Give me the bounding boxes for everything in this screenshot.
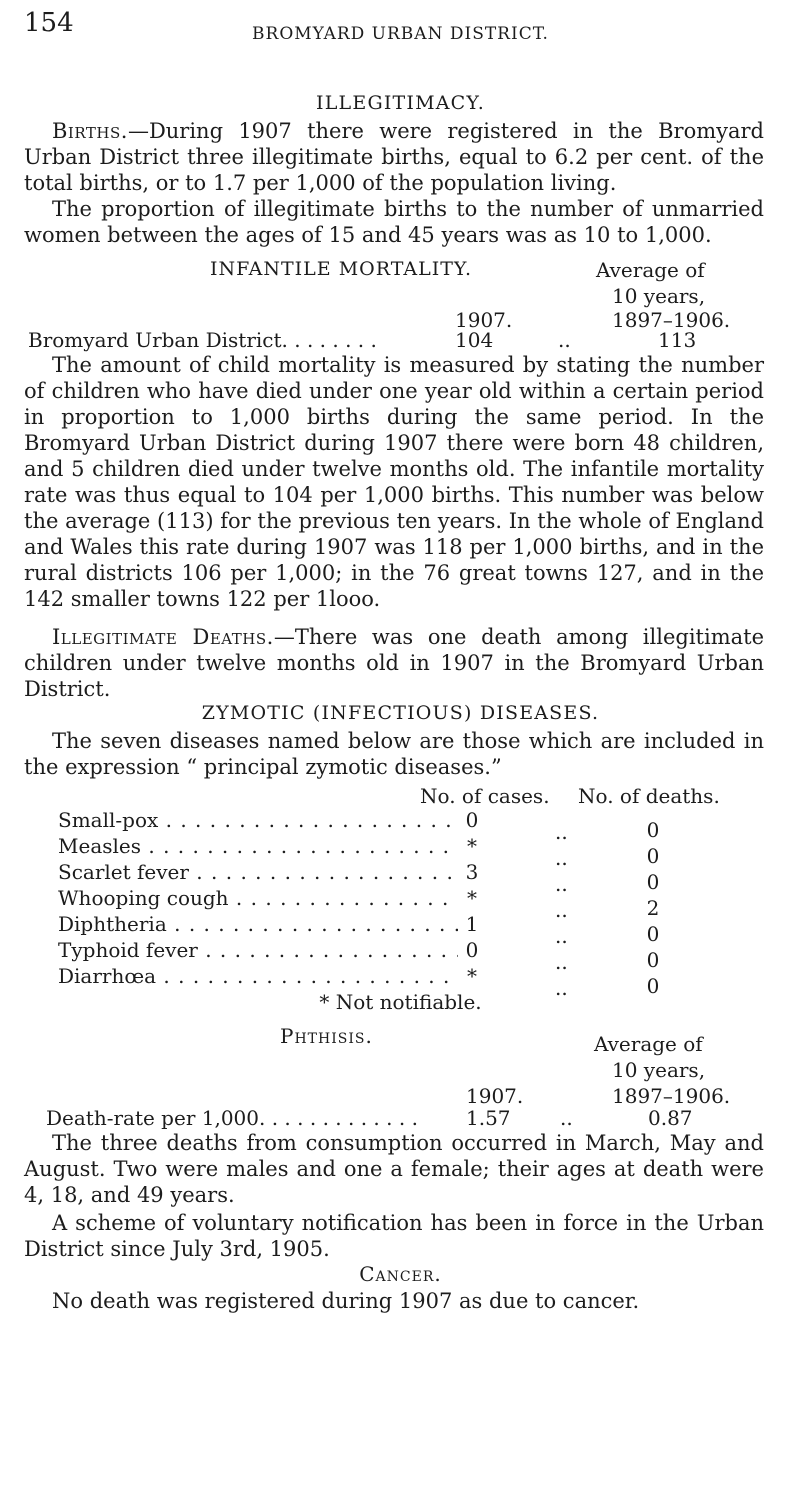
births-text: —During 1907 there were registered in the Bromyard Urban District three illegitimate births, equal to 6.2 per cent. of the total births, or to 1.7 per 1,000 of the population living.	[24, 119, 764, 195]
zymotic-disease-label: Whooping cough . . .	[58, 886, 458, 910]
zymotic-deaths-cell: 0	[646, 844, 660, 868]
cancer-heading: Cancer.	[359, 1262, 442, 1286]
zymotic-cases-cell: 0	[465, 938, 479, 962]
infantile-row-label: Bromyard Urban District. . . . . . . .	[28, 328, 377, 352]
zymotic-deaths-cell: 0	[646, 922, 660, 946]
zymotic-cases-cell: 1	[465, 912, 479, 936]
illegitimate-deaths-paragraph	[24, 624, 764, 702]
zymotic-deaths-cell: 0	[646, 818, 660, 842]
proportion-paragraph: The proportion of illegitimate births to the number of unmarried women between the ages of 15 and 45 years was as 10 to 1,000.	[24, 197, 764, 247]
phthisis-paragraph-1: The three deaths from consumption occurred in March, May and August. Two were males and one a female; their ages at death were 4, 18, and 49 years.	[24, 1131, 764, 1207]
zymotic-disease-label: Diphtheria . . .	[58, 912, 458, 936]
zymotic-separator: ..	[555, 820, 568, 844]
zymotic-deaths-cell: 0	[646, 948, 660, 972]
zymotic-disease-label: Small-pox . . .	[58, 808, 458, 832]
infantile-heading: INFANTILE MORTALITY.	[210, 258, 472, 280]
illegitimacy-heading: ILLEGITIMACY.	[316, 92, 485, 114]
infantile-avg-head-1: Average of	[596, 258, 705, 282]
zymotic-col-deaths: No. of deaths.	[578, 784, 720, 808]
infantile-row-sep: ..	[558, 328, 571, 352]
phthisis-avg-head-2: 10 years,	[612, 1058, 706, 1082]
phthisis-row-1907: 1.57	[466, 1106, 511, 1130]
zymotic-cases-cell: *	[467, 834, 477, 858]
zymotic-separator: ..	[555, 872, 568, 896]
zymotic-col-cases: No. of cases.	[420, 784, 550, 808]
zymotic-cases-cell: 0	[465, 808, 479, 832]
zymotic-cases-cell: *	[467, 964, 477, 988]
zymotic-footnote: * Not notifiable.	[319, 990, 482, 1014]
phthisis-col-year: 1907.	[466, 1084, 524, 1108]
zymotic-cases-cell: 3	[465, 860, 479, 884]
zymotic-heading: ZYMOTIC (INFECTIOUS) DISEASES.	[201, 702, 600, 724]
zymotic-separator: ..	[555, 924, 568, 948]
infantile-paragraph: The amount of child mortality is measured by stating the number of children who have died under one year old within a certain period in proportion to 1,000 births during the same period. In the Bromyard Urban District during 1907 there were born 48 children, and 5 children died under twelve months old. The infantile mortality rate was thus equal to 104 per 1,000 births. This number was below the average (113) for the previous ten years. In the whole of England and Wales this rate during 1907 was 118 per 1,000 births, and in the rural districts 106 per 1,000; in the 76 great towns 127, and in the 142 smaller towns 122 per 1looo.	[24, 353, 764, 611]
zymotic-deaths-cell: 2	[646, 896, 660, 920]
infantile-row-1907: 104	[455, 328, 494, 352]
infantile-col-range: 1897–1906.	[612, 308, 731, 332]
births-paragraph	[24, 118, 764, 196]
phthisis-row-sep: ..	[560, 1106, 573, 1130]
phthisis-avg-head-1: Average of	[594, 1032, 703, 1056]
running-head: BROMYARD URBAN DISTRICT.	[252, 24, 549, 44]
zymotic-disease-label: Measles . . .	[58, 834, 458, 858]
infantile-col-year: 1907.	[455, 308, 513, 332]
phthisis-col-range: 1897–1906.	[612, 1084, 731, 1108]
zymotic-separator: ..	[555, 898, 568, 922]
zymotic-separator: ..	[555, 846, 568, 870]
cancer-paragraph: No death was registered during 1907 as due to cancer.	[52, 1289, 640, 1313]
infantile-avg-head-2: 10 years,	[612, 284, 706, 308]
zymotic-disease-label: Diarrhœa . . .	[58, 964, 458, 988]
births-label: Births.	[52, 119, 128, 143]
zymotic-separator: ..	[555, 950, 568, 974]
zymotic-deaths-cell: 0	[646, 974, 660, 998]
zymotic-separator: ..	[555, 976, 568, 1000]
zymotic-disease-label: Typhoid fever . . .	[58, 938, 458, 962]
page-number: 154	[24, 8, 74, 38]
illegitimate-deaths-text: —There was one death among illegitimate children under twelve months old in 1907 in the Bromyard Urban District.	[24, 625, 764, 701]
illegitimate-deaths-label: Illegitimate Deaths.	[52, 625, 274, 649]
zymotic-intro: The seven diseases named below are those which are included in the expression “ principal zymotic diseases.”	[24, 729, 764, 779]
infantile-row-avg: 113	[658, 328, 697, 352]
phthisis-row-label: Death-rate per 1,000. . . . . . . . . . . . .	[46, 1106, 418, 1130]
zymotic-disease-label: Scarlet fever . . .	[58, 860, 458, 884]
phthisis-paragraph-2: A scheme of voluntary notification has been in force in the Urban District since July 3rd, 1905.	[24, 1211, 764, 1261]
zymotic-cases-cell: *	[467, 886, 477, 910]
phthisis-row-avg: 0.87	[648, 1106, 693, 1130]
phthisis-heading: Phthisis.	[280, 1024, 373, 1048]
zymotic-deaths-cell: 0	[646, 870, 660, 894]
